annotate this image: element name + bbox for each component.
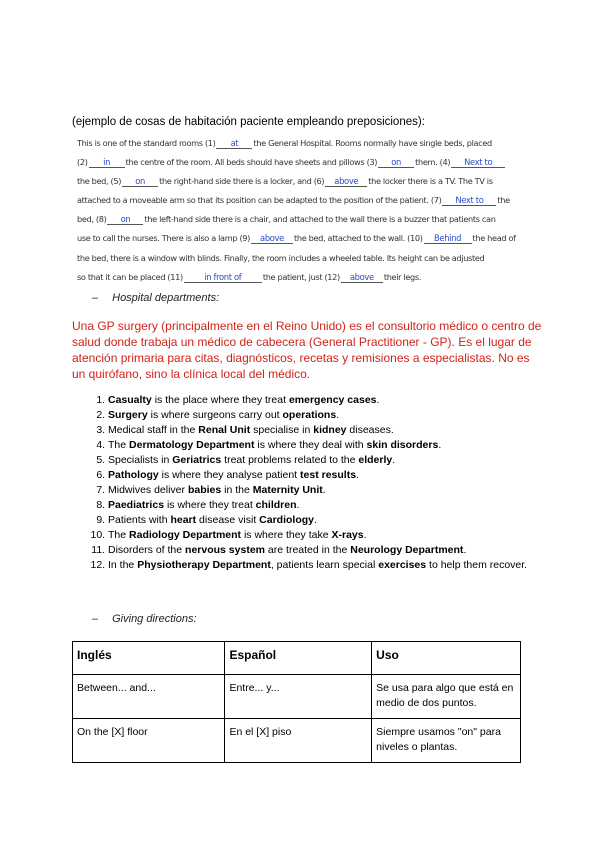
table-cell: Entre... y...: [225, 675, 372, 719]
list-text: is where they analyse patient: [158, 469, 301, 481]
bullet-dash: –: [92, 292, 99, 304]
list-item: [108, 393, 548, 408]
paragraph-line: [77, 191, 533, 210]
list-text: Patients with: [108, 514, 171, 526]
answer-blank: on: [122, 177, 158, 187]
table-header-row: [73, 642, 521, 675]
paragraph-line: [77, 249, 533, 268]
list-text: In the: [108, 559, 138, 571]
list-text: The: [108, 529, 130, 541]
paragraph-text: This is one of the standard rooms (1): [77, 138, 216, 148]
paragraph-line: [77, 210, 533, 229]
list-text: .: [336, 409, 340, 421]
list-text: , patients learn special: [270, 559, 379, 571]
answer-blank: on: [378, 158, 414, 168]
header-ingles: Inglés: [73, 642, 225, 675]
table-cell: Se usa para algo que está en medio de dos puntos.: [372, 675, 521, 719]
list-text: is where they treat: [164, 499, 256, 511]
list-text: are treated in the: [265, 544, 351, 556]
list-text: in the: [221, 484, 253, 496]
list-text: .: [296, 499, 300, 511]
list-item: [108, 498, 548, 513]
departments-list: [88, 393, 548, 573]
bold-term: Renal Unit: [198, 424, 251, 436]
bold-term: Physiotherapy Department: [137, 559, 271, 571]
bold-term: Dermatology Department: [129, 439, 255, 451]
list-item: [108, 438, 548, 453]
bold-term: test results: [300, 469, 357, 481]
bold-term: emergency cases: [288, 394, 377, 406]
directions-table: [72, 641, 521, 763]
list-text: .: [314, 514, 317, 526]
list-text: is the place where they treat: [151, 394, 289, 406]
paragraph-line: [77, 153, 533, 172]
list-text: The: [108, 439, 130, 451]
list-text: .: [356, 469, 359, 481]
list-text: diseases.: [346, 424, 394, 436]
answer-blank: Next to: [451, 158, 505, 168]
bold-term: Paediatrics: [108, 499, 165, 511]
bullet-dash: –: [92, 613, 99, 625]
list-text: .: [392, 454, 396, 466]
list-item: [108, 468, 548, 483]
table-cell: On the [X] floor: [73, 719, 225, 763]
paragraph-text: the left-hand side there is a chair, and attached to the wall there is a buzzer that patients can: [144, 214, 496, 225]
answer-blank: in front of: [184, 273, 262, 283]
list-item: [108, 408, 548, 423]
paragraph-text: the bed, (5): [77, 176, 122, 187]
list-text: Medical staff in the: [108, 424, 199, 436]
answer-blank: Behind: [424, 234, 472, 244]
list-text: .: [322, 484, 326, 496]
table-cell: Between... and...: [73, 675, 225, 719]
paragraph-text: the centre of the room. All beds should have sheets and pillows (3): [125, 157, 378, 168]
bold-term: exercises: [378, 559, 427, 571]
answer-blank: above: [251, 234, 293, 244]
list-text: to help them recover.: [426, 559, 528, 571]
table-row: [73, 675, 521, 719]
bold-term: X-rays: [331, 529, 364, 541]
answer-blank: at: [216, 139, 252, 149]
answer-blank: in: [89, 158, 125, 168]
intro-text: (ejemplo de cosas de habitación paciente empleando preposiciones):: [72, 116, 425, 128]
list-item: [108, 423, 548, 438]
bold-term: Geriatrics: [172, 454, 222, 466]
list-item: [108, 513, 548, 528]
section-hospital-departments: [92, 292, 219, 304]
table-row: [73, 719, 521, 763]
list-text: Disorders of the: [108, 544, 186, 556]
list-text: specialise in: [250, 424, 314, 436]
paragraph-text: use to call the nurses. There is also a lamp (9): [77, 233, 250, 244]
bold-term: Casualty: [108, 394, 152, 406]
list-item: [108, 528, 548, 543]
list-text: .: [438, 439, 442, 451]
paragraph-line: [77, 134, 533, 153]
paragraph-text: them. (4): [415, 157, 451, 168]
list-text: Midwives deliver: [108, 484, 188, 496]
answer-blank: on: [107, 215, 143, 225]
list-text: disease visit: [196, 514, 260, 526]
paragraph-text: the bed, there is a window with blinds. Finally, the room includes a wheeled table. Its height can be adjusted: [77, 252, 485, 263]
section-title: Giving directions:: [112, 613, 197, 625]
header-uso: Uso: [372, 642, 521, 675]
answer-blank: above: [341, 273, 383, 283]
list-text: .: [363, 529, 367, 541]
paragraph-text: the locker there is a TV. The TV is: [368, 176, 493, 187]
list-text: .: [463, 544, 467, 556]
list-text: Specialists in: [108, 454, 173, 466]
paragraph-text: attached to a moveable arm so that its position can be adapted to the position of the patient. (7): [77, 195, 442, 206]
bold-term: Cardiology: [259, 514, 315, 526]
bold-term: Radiology Department: [129, 529, 242, 541]
paragraph-text: bed, (8): [77, 214, 107, 225]
paragraph-line: [77, 268, 533, 287]
bold-term: heart: [170, 514, 197, 526]
bold-term: Pathology: [108, 469, 159, 481]
table-cell: Siempre usamos "on" para niveles o plantas.: [372, 719, 521, 763]
bold-term: Maternity Unit: [252, 484, 323, 496]
section-giving-directions: [92, 613, 197, 625]
paragraph-text: the: [497, 195, 510, 206]
bold-term: elderly: [358, 454, 393, 466]
list-item: [108, 558, 548, 573]
bold-term: Neurology Department: [350, 544, 464, 556]
paragraph-text: (2): [77, 157, 88, 168]
paragraph-line: [77, 229, 533, 248]
list-item: [108, 453, 548, 468]
gp-surgery-note: Una GP surgery (principalmente en el Reino Unido) es el consultorio médico o centro de salud donde trabaja un médico de cabecera (General Practitioner - GP). Es el lugar de atención primaria para citas, diagnósticos, recetas y remisiones a especialistas. No es un quirófano, sino la clínica local del médico.: [72, 319, 542, 381]
paragraph-text: the head of: [472, 233, 516, 244]
bold-term: nervous system: [185, 544, 266, 556]
paragraph-line: [77, 172, 533, 191]
bold-term: Surgery: [108, 409, 148, 421]
bold-term: children: [255, 499, 297, 511]
list-text: .: [376, 394, 380, 406]
answer-blank: above: [325, 177, 367, 187]
paragraph-text: the General Hospital. Rooms normally have single beds, placed: [253, 138, 492, 148]
bold-term: babies: [187, 484, 222, 496]
answer-blank: Next to: [442, 196, 496, 206]
list-item: [108, 483, 548, 498]
paragraph-text: the right-hand side there is a locker, and (6): [159, 176, 325, 187]
section-title: Hospital departments:: [112, 292, 220, 304]
table-cell: En el [X] piso: [225, 719, 372, 763]
bold-term: operations: [282, 409, 337, 421]
bold-term: kidney: [313, 424, 347, 436]
paragraph-text: so that it can be placed (11): [77, 271, 183, 282]
list-text: treat problems related to the: [221, 454, 359, 466]
paragraph-text: their legs.: [383, 271, 422, 282]
list-text: is where surgeons carry out: [147, 409, 283, 421]
list-text: is where they deal with: [254, 439, 367, 451]
list-text: is where they take: [241, 529, 332, 541]
prepositions-paragraph: [77, 134, 533, 287]
list-item: [108, 543, 548, 558]
paragraph-text: the patient, just (12): [262, 271, 340, 282]
header-espanol: Español: [225, 642, 372, 675]
paragraph-text: the bed, attached to the wall. (10): [294, 233, 423, 244]
bold-term: skin disorders: [366, 439, 439, 451]
